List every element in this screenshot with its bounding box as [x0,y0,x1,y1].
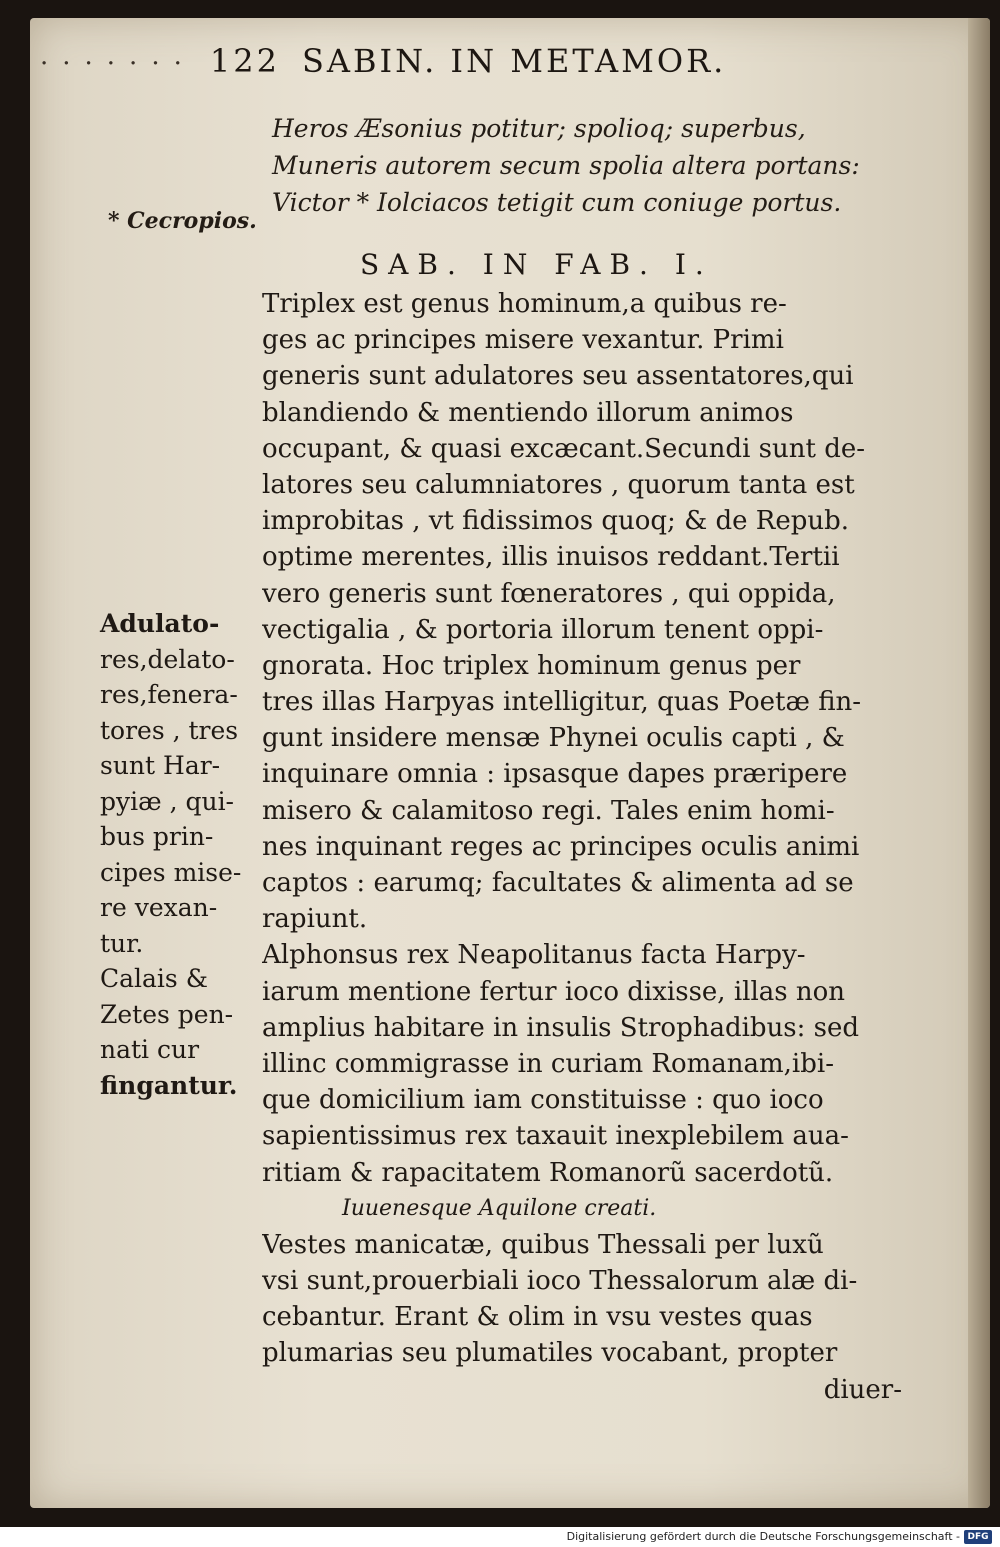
verse-line: Heros Æsonius potitur; spolioq; superbus, [272,114,806,143]
footer-bar [0,1527,1000,1547]
sidenote-line: Zetes pen- [100,999,234,1029]
dfg-logo-icon: DFG [964,1530,992,1544]
section-title: SAB. IN FAB. I. [360,248,713,281]
sidenote-line: re vexan- [100,893,218,922]
text-line: Triplex est genus hominum,a quibus re- [262,289,787,319]
text-line: rapiunt. [262,904,368,935]
text-line: latores seu calumniatores , quorum tanta est [262,469,855,500]
text-line: misero & calamitoso regi. Tales enim homi- [262,795,835,826]
marginal-note [100,606,260,1103]
sidenote-line: pyiæ , qui- [100,786,235,816]
sidenote-line: fingantur. [100,1070,238,1100]
verse-line: Victor * Iolciacos tetigit cum coniuge portus. [272,188,842,217]
sidenote-line: Calais & [100,964,208,993]
text-line: illinc commigrasse in curiam Romanam,ibi- [262,1048,834,1079]
text-line: occupant, & quasi excæcant.Secundi sunt de- [262,433,866,464]
sidenote-line: tur. [100,928,144,958]
text-line: plumarias seu plumatiles vocabant, propter [262,1338,838,1369]
text-line: generis sunt adulatores seu assentatores,qui [262,361,854,392]
text-line: amplius habitare in insulis Strophadibus: sed [262,1012,860,1043]
text-line: optime merentes, illis inuisos reddant.Tertii [262,542,840,573]
text-line: improbitas , vt fidissimos quoq; & de Repub. [262,506,850,537]
sidenote-line: Adulato- [100,609,220,638]
sidenote-line: nati cur [100,1035,200,1064]
verse-block [272,110,872,221]
body-text [262,286,902,1408]
sidenote-line: res,delato- [100,644,235,674]
text-line: blandiendo & mentiendo illorum animos [262,397,794,428]
page-edge [968,18,990,1508]
ornament-dots: ······· [40,49,196,79]
margin-note-cecropios: * Cecropios. [108,208,257,234]
sidenote-line: sunt Har- [100,751,221,780]
text-line: gnorata. Hoc triplex hominum genus per [262,650,801,681]
text-line: Vestes manicatæ, quibus Thessali per luxũ [262,1229,824,1260]
text-line: Alphonsus rex Neapolitanus facta Harpy- [262,940,806,971]
text-line: vectigalia , & portoria illorum tenent oppi- [262,614,824,645]
italic-lemma: Iuuenesque Aquilone creati. [342,1195,657,1221]
text-line: sapientissimus rex taxauit inexplebilem aua- [262,1121,849,1152]
page-number: 122 [209,42,280,80]
text-line: ges ac principes misere vexantur. Primi [262,325,784,356]
text-line: vsi sunt,prouerbiali ioco Thessalorum alæ di- [262,1266,858,1297]
text-line: captos : earumq; facultates & alimenta ad se [262,868,854,898]
text-line: iarum mentione fertur ioco dixisse, illas non [262,976,846,1007]
running-title: SABIN. IN METAMOR. [301,42,727,80]
verse-line: Muneris autorem secum spolia altera portans: [272,151,860,180]
footer-credit: Digitalisierung gefördert durch die Deutsche Forschungsgemeinschaft - [566,1530,960,1543]
text-line: vero generis sunt fœneratores , qui oppida, [262,578,836,609]
text-line: ritiam & rapacitatem Romanorũ sacerdotũ. [262,1157,834,1188]
text-line: tres illas Harpyas intelligitur, quas Poetæ fin- [262,687,862,718]
running-head [40,42,920,92]
text-line: inquinare omnia : ipsasque dapes præripere [262,759,848,790]
text-line: nes inquinant reges ac principes oculis animi [262,831,860,862]
sidenote-line: res,fenera- [100,680,238,709]
text-line: que domicilium iam constituisse : quo ioco [262,1085,824,1116]
sidenote-line: tores , tres [100,715,239,745]
sidenote-line: bus prin- [100,822,214,851]
catchword: diuer- [823,1374,902,1405]
text-line: cebantur. Erant & olim in vsu vestes quas [262,1302,813,1333]
text-line: gunt insidere mensæ Phynei oculis capti , & [262,723,845,754]
sidenote-line: cipes mise- [100,857,242,887]
